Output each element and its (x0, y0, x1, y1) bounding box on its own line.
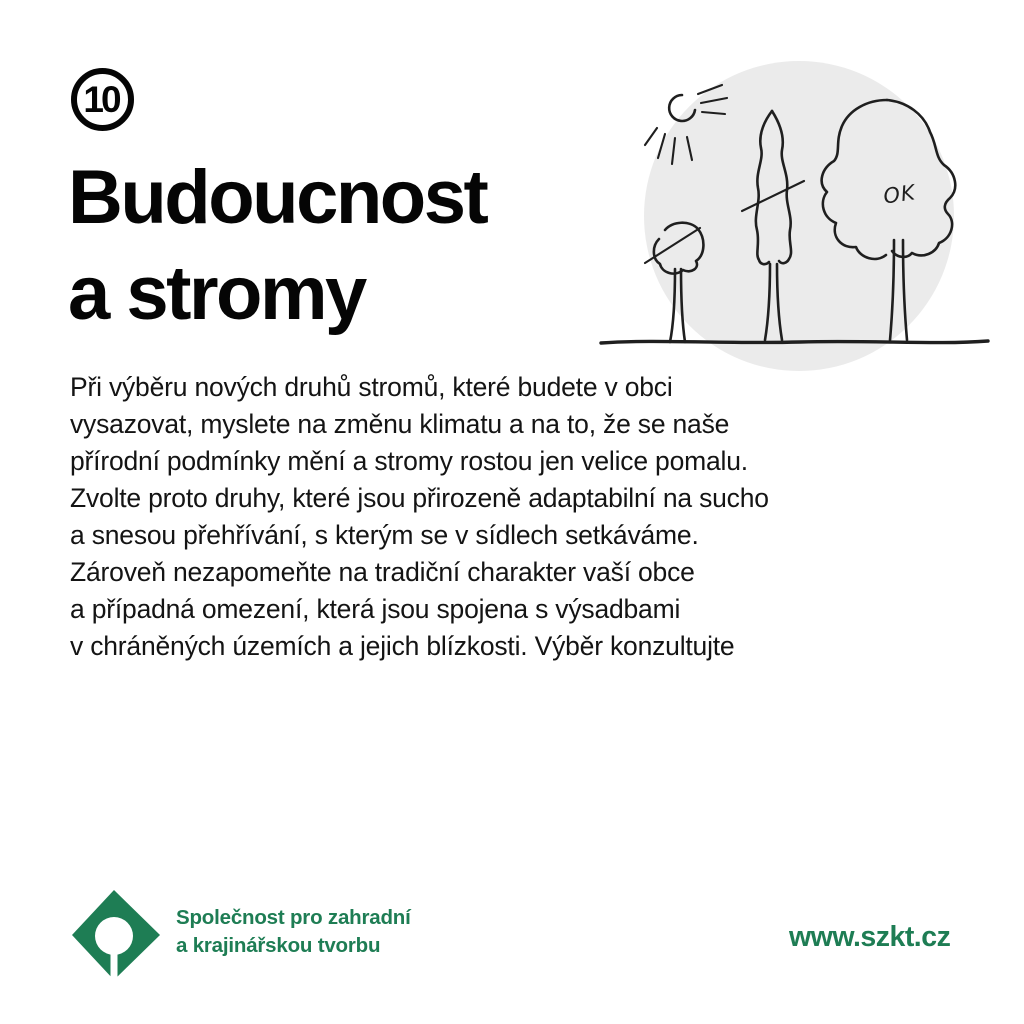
trees-sketch-illustration (595, 50, 995, 375)
body-line: přírodní podmínky mění a stromy rostou jen velice pomalu. (70, 446, 748, 476)
ok-label: OK (881, 180, 918, 209)
org-name (176, 904, 411, 959)
page-title-line-1: Budoucnost (68, 155, 487, 240)
chapter-number: 10 (83, 78, 119, 120)
chapter-number-badge (71, 68, 134, 131)
body-line: a případná omezení, která jsou spojena s výsadbami (70, 594, 681, 624)
body-line: v chráněných územích a jejich blízkosti. Výběr konzultujte (70, 631, 735, 661)
page-title-line-2: a stromy (68, 251, 365, 336)
body-line: Při výběru nových druhů stromů, které budete v obci (70, 372, 673, 402)
page-title (68, 150, 486, 342)
body-paragraph (70, 369, 830, 665)
body-line: a snesou přehřívání, s kterým se v sídlech setkáváme. (70, 520, 699, 550)
logo-tree-trunk (111, 948, 118, 985)
body-line: Zvolte proto druhy, které jsou přirozeně adaptabilní na sucho (70, 483, 769, 513)
body-line: Zároveň nezapomeňte na tradiční charakter vaší obce (70, 557, 695, 587)
ground-line (601, 341, 988, 343)
body-line: vysazovat, myslete na změnu klimatu a na to, že se naše (70, 409, 730, 439)
org-name-line-1: Společnost pro zahradní (176, 906, 411, 929)
org-name-line-2: a krajinářskou tvorbu (176, 933, 381, 957)
szkt-logo-icon (71, 888, 161, 985)
website-link[interactable]: www.szkt.cz (789, 921, 951, 953)
